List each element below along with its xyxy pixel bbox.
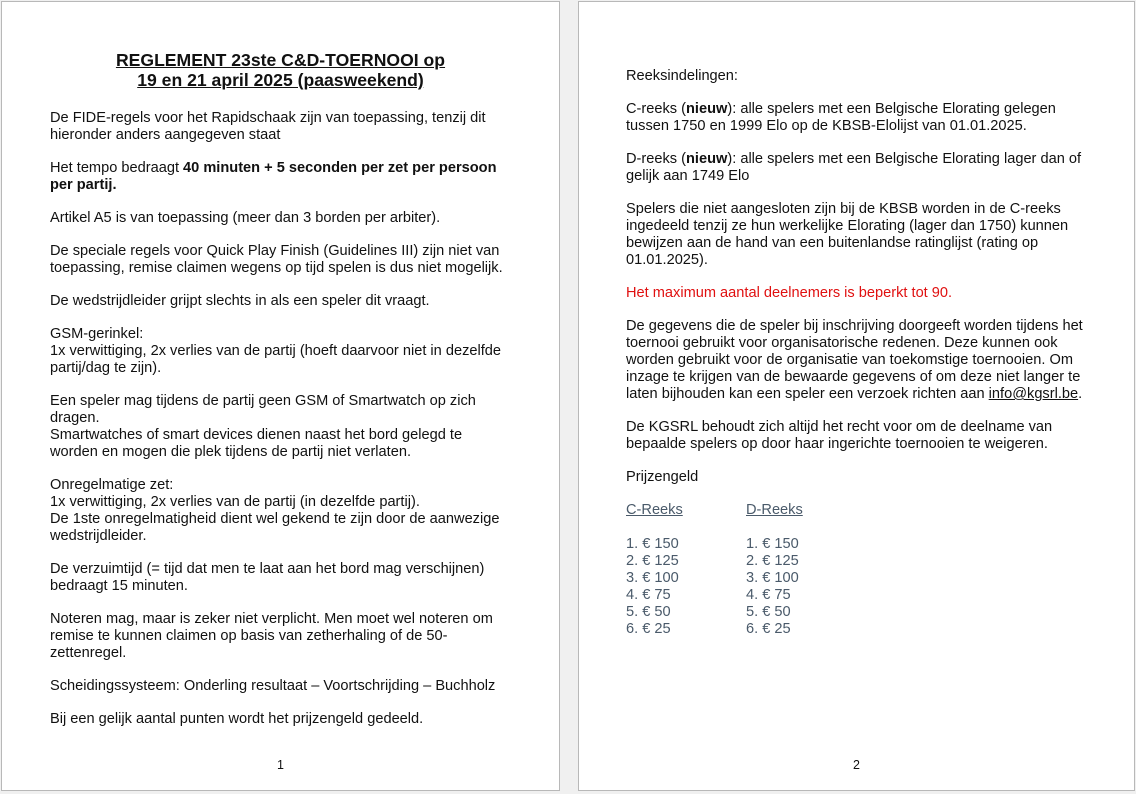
paragraph-gsm — [50, 326, 511, 377]
d-reeks-text-b: ): alle spelers met een Belgische Elorating lager dan of gelijk aan 1749 Elo — [626, 151, 1082, 184]
paragraph-reeksindelingen: Reeksindelingen: — [626, 68, 738, 84]
paragraph-gegevens — [626, 318, 1088, 403]
title-line-1: REGLEMENT 23ste C&D-TOERNOOI op — [115, 50, 446, 70]
page-2-content — [579, 2, 1134, 638]
tempo-prefix: Het tempo bedraagt — [50, 160, 184, 176]
list-item: 1. € 150 — [746, 536, 799, 552]
c-reeks-text-a: C-reeks ( — [626, 101, 686, 117]
paragraph-scheidingssysteem: Scheidingssysteem: Onderling resultaat – Voortschrijding – Buchholz — [50, 678, 496, 694]
paragraph-smartwatch — [50, 393, 511, 461]
c-reeks-prizes — [626, 502, 746, 638]
gegevens-text: De gegevens die de speler bij inschrijving doorgeeft worden tijdens het toernooi gebruikt voor organisatorische redenen. Deze kunnen ook worden gebruikt voor de organisatie van toekomstige toernooien. Om inzage te krijgen van de bewaarde gegevens of om deze niet langer te laten bijhouden kan een speler een verzoek richten aan — [626, 318, 1083, 402]
tempo-bold: 40 minuten + 5 seconden per zet per persoon per partij. — [50, 160, 497, 193]
c-reeks-nieuw: nieuw — [686, 101, 728, 117]
paragraph-prijzengeld: Prijzengeld — [626, 469, 699, 485]
paragraph-gelijk: Bij een gelijk aantal punten wordt het prijzengeld gedeeld. — [50, 711, 424, 727]
paragraph-wedstrijdleider: De wedstrijdleider grijpt slechts in als een speler dit vraagt. — [50, 293, 430, 309]
paragraph-onregelmatig — [50, 477, 511, 545]
paragraph-a5: Artikel A5 is van toepassing (meer dan 3 borden per arbiter). — [50, 210, 441, 226]
list-item: 3. € 100 — [746, 570, 799, 586]
paragraph-kgsrl: De KGSRL behoudt zich altijd het recht voor om de deelname van bepaalde spelers op door haar ingerichte toernooien te weigeren. — [626, 419, 1053, 452]
paragraph-kbsb: Spelers die niet aangesloten zijn bij de KBSB worden in de C-reeks ingedeeld tenzij ze hun werkelijke Elorating (lager dan 1750) kunnen bewijzen aan de hand van een buitenlandse ratinglijst (rating op 01.01.2025). — [626, 201, 1069, 268]
page-number-2: 2 — [853, 758, 860, 772]
paragraph-verzuimtijd: De verzuimtijd (= tijd dat men te laat aan het bord mag verschijnen) bedraagt 15 minuten. — [50, 561, 485, 594]
paragraph-fide: De FIDE-regels voor het Rapidschaak zijn van toepassing, tenzij dit hieronder anders aangegeven staat — [50, 110, 486, 143]
list-item: 1. € 150 — [626, 536, 679, 552]
paragraph-maximum-deelnemers: Het maximum aantal deelnemers is beperkt tot 90. — [626, 285, 953, 301]
list-item: 4. € 75 — [626, 587, 671, 603]
d-reeks-heading: D-Reeks — [746, 502, 803, 518]
list-item: 2. € 125 — [626, 553, 679, 569]
list-item: 6. € 25 — [746, 621, 791, 637]
c-reeks-list — [626, 536, 746, 638]
gegevens-period: . — [1078, 386, 1083, 402]
list-item: 5. € 50 — [626, 604, 671, 620]
onregelmatig-heading: Onregelmatige zet: — [50, 477, 174, 493]
list-item: 4. € 75 — [746, 587, 791, 603]
document-page-2 — [578, 1, 1135, 791]
list-item: 3. € 100 — [626, 570, 679, 586]
onregelmatig-line-1: 1x verwittiging, 2x verlies van de partij (in dezelfde partij). — [50, 494, 420, 510]
onregelmatig-line-2: De 1ste onregelmatigheid dient wel gekend te zijn door de aanwezige wedstrijdleider. — [50, 511, 500, 544]
gsm-heading: GSM-gerinkel: — [50, 326, 144, 342]
prize-table — [626, 502, 1088, 638]
d-reeks-list — [746, 536, 866, 638]
d-reeks-prizes — [746, 502, 866, 638]
paragraph-noteren: Noteren mag, maar is zeker niet verplicht. Men moet wel noteren om remise te kunnen claimen op basis van zetherhaling of de 50-zettenregel. — [50, 611, 493, 661]
smartwatch-line-1: Een speler mag tijdens de partij geen GSM of Smartwatch op zich dragen. — [50, 393, 476, 426]
list-item: 5. € 50 — [746, 604, 791, 620]
gsm-body: 1x verwittiging, 2x verlies van de partij (hoeft daarvoor niet in dezelfde partij/dag te zijn). — [50, 343, 502, 376]
paragraph-qpf: De speciale regels voor Quick Play Finish (Guidelines III) zijn niet van toepassing, remise claimen wegens op tijd spelen is dus niet mogelijk. — [50, 243, 503, 276]
list-item: 2. € 125 — [746, 553, 799, 569]
document-title — [50, 50, 511, 90]
paragraph-tempo — [50, 160, 511, 194]
title-line-2: 19 en 21 april 2025 (paasweekend) — [137, 70, 424, 90]
email-link[interactable]: info@kgsrl.be — [988, 386, 1079, 402]
list-item: 6. € 25 — [626, 621, 671, 637]
c-reeks-heading: C-Reeks — [626, 502, 683, 518]
c-reeks-text-b: ): alle spelers met een Belgische Elorating gelegen tussen 1750 en 1999 Elo op de KBSB-Elolijst van 01.01.2025. — [626, 101, 1056, 134]
d-reeks-nieuw: nieuw — [686, 151, 728, 167]
page-number-1: 1 — [277, 758, 284, 772]
d-reeks-text-a: D-reeks ( — [626, 151, 686, 167]
document-page-1 — [1, 1, 560, 791]
paragraph-d-reeks — [626, 151, 1088, 185]
page-1-content — [2, 2, 559, 744]
smartwatch-line-2: Smartwatches of smart devices dienen naast het bord gelegd te worden en mogen die plek tijdens de partij niet verlaten. — [50, 427, 463, 460]
paragraph-c-reeks — [626, 101, 1088, 135]
